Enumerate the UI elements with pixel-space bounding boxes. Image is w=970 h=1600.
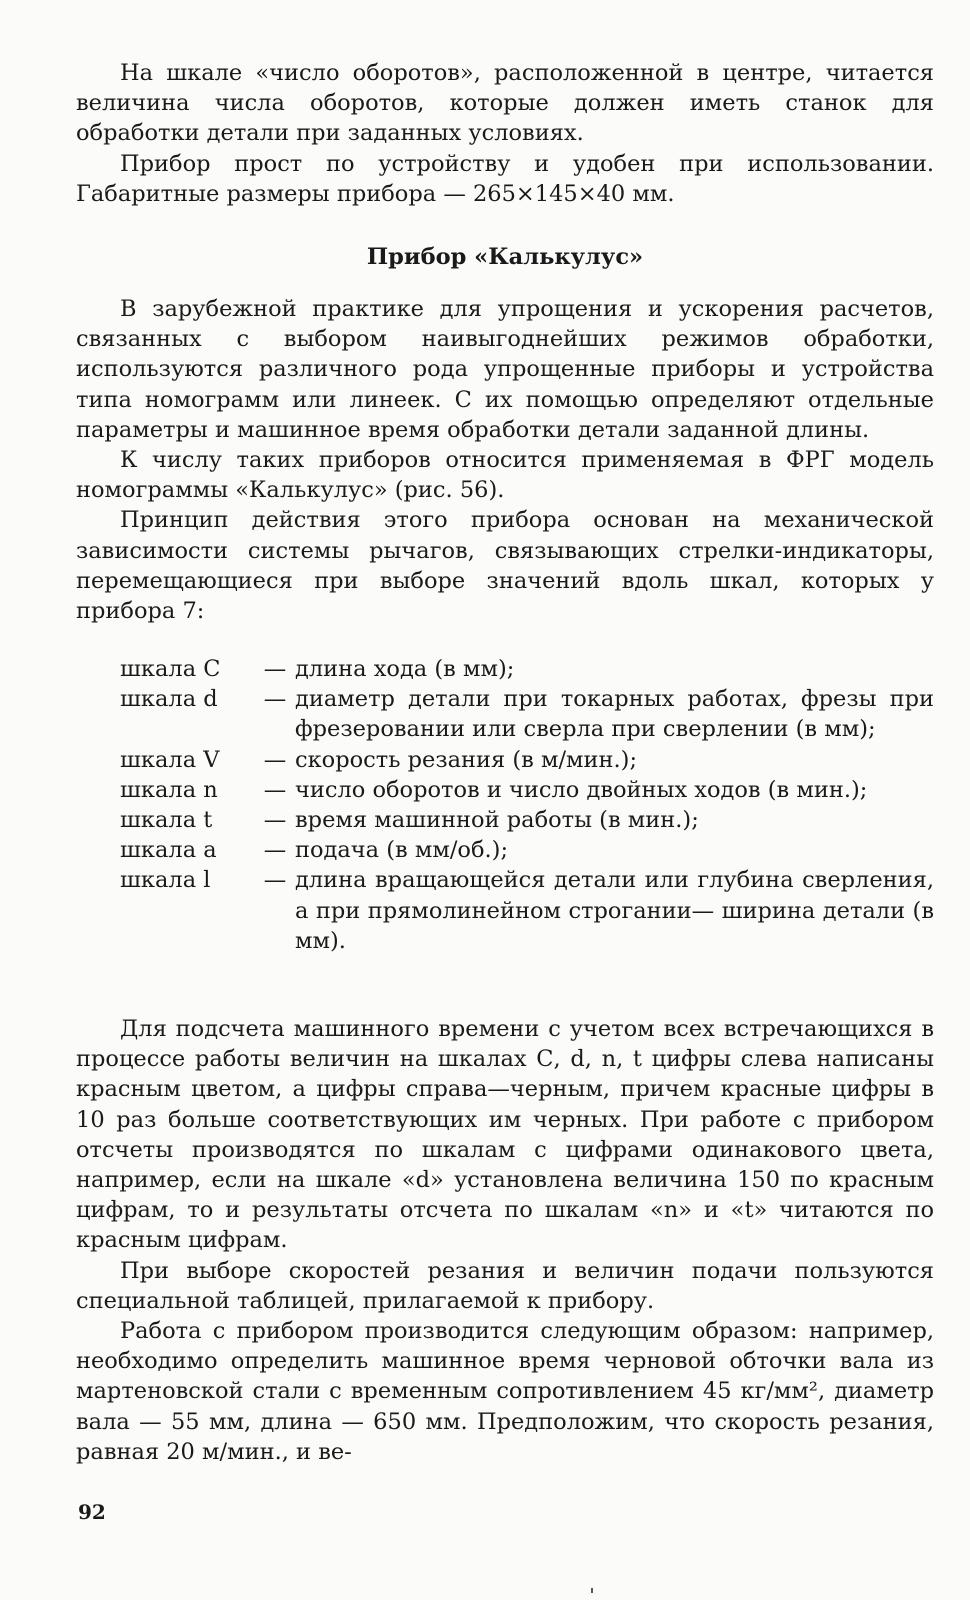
scale-name: шкала d [120,686,218,713]
scale-dash: — [263,746,287,773]
scale-name: шкала n [120,776,218,803]
scale-item [76,684,934,744]
scale-dash: — [263,656,287,682]
scale-dash: — [263,686,287,713]
scale-list [76,654,934,956]
scale-item [76,865,934,956]
top-text-block [76,58,934,209]
scale-item [76,835,934,865]
middle-text-block [76,294,934,626]
scale-description: число оборотов и число двойных ходов (в мин.); [295,776,868,803]
print-speck [591,1588,593,1593]
paragraph: Прибор прост по устройству и удобен при использовании. Габаритные размеры прибора — 265×145×40 мм. [76,150,934,207]
scale-description: скорость резания (в м/мин.); [295,746,638,773]
paragraph: Принцип действия этого прибора основан на механической зависимости системы рычагов, связывающих стрелки-индикаторы, перемещающиеся при выборе значений вдоль шкал, которых у прибора 7: [76,507,934,625]
scale-description: длина вращающейся детали или глубина сверления, а при прямолинейном строгании— ширина детали (в мм). [295,867,934,954]
scale-item [76,805,934,835]
section-heading: Прибор «Калькулус» [366,244,644,270]
paragraph: Работа с прибором производится следующим образом: например, необходимо определить машинное время черновой обточки вала из мартеновской стали с временным сопротивлением 45 кг/мм², диаметр вала — 55 мм, длина — 650 мм. Предположим, что скорость резания, равная 20 м/мин., и ве- [76,1318,934,1465]
scale-name: шкала a [120,837,217,864]
scale-name: шкала С [120,656,221,682]
bottom-text-block [76,1014,934,1467]
scale-description: диаметр детали при токарных работах, фрезы при фрезеровании или сверла при сверлении (в мм); [295,686,934,743]
paragraph: На шкале «число оборотов», расположенной в центре, читается величина числа оборотов, которые должен иметь станок для обработки детали при заданных условиях. [76,60,934,147]
paragraph: В зарубежной практике для упрощения и ускорения расчетов, связанных с выбором наивыгоднейших режимов обработки, используются различного рода упрощенные приборы и устройства типа номограмм или линеек. С их помощью определяют отдельные параметры и машинное время обработки детали заданной длины. [76,296,934,443]
scale-item [76,775,934,805]
paragraph: При выборе скоростей резания и величин подачи пользуются специальной таблицей, прилагаемой к прибору. [76,1257,934,1314]
scale-item [76,654,934,684]
scale-dash: — [263,776,287,803]
paragraph: К числу таких приборов относится применяемая в ФРГ модель номограммы «Калькулус» (рис. 56). [76,447,934,504]
page-number: 92 [78,1500,106,1524]
scale-description: подача (в мм/об.); [295,837,509,864]
scale-name: шкала V [120,746,220,773]
scale-name: шкала t [120,807,213,834]
scale-description: время машинной работы (в мин.); [295,807,699,834]
paragraph: Для подсчета машинного времени с учетом всех встречающихся в процессе работы величин на шкалах С, d, n, t цифры слева написаны красным цветом, а цифры справа—черным, причем красные цифры в 10 раз больше соответствующих им черных. При работе с прибором отсчеты производятся по шкалам с цифрами одинакового цвета, например, если на шкале «d» установлена величина 150 по красным цифрам, то и результаты отсчета по шкалам «n» и «t» читаются по красным цифрам. [76,1016,934,1254]
scale-name: шкала l [120,867,211,894]
scale-dash: — [263,837,287,864]
scale-item [76,745,934,775]
scale-description: длина хода (в мм); [295,656,515,682]
scale-dash: — [263,867,287,894]
scale-dash: — [263,807,287,834]
